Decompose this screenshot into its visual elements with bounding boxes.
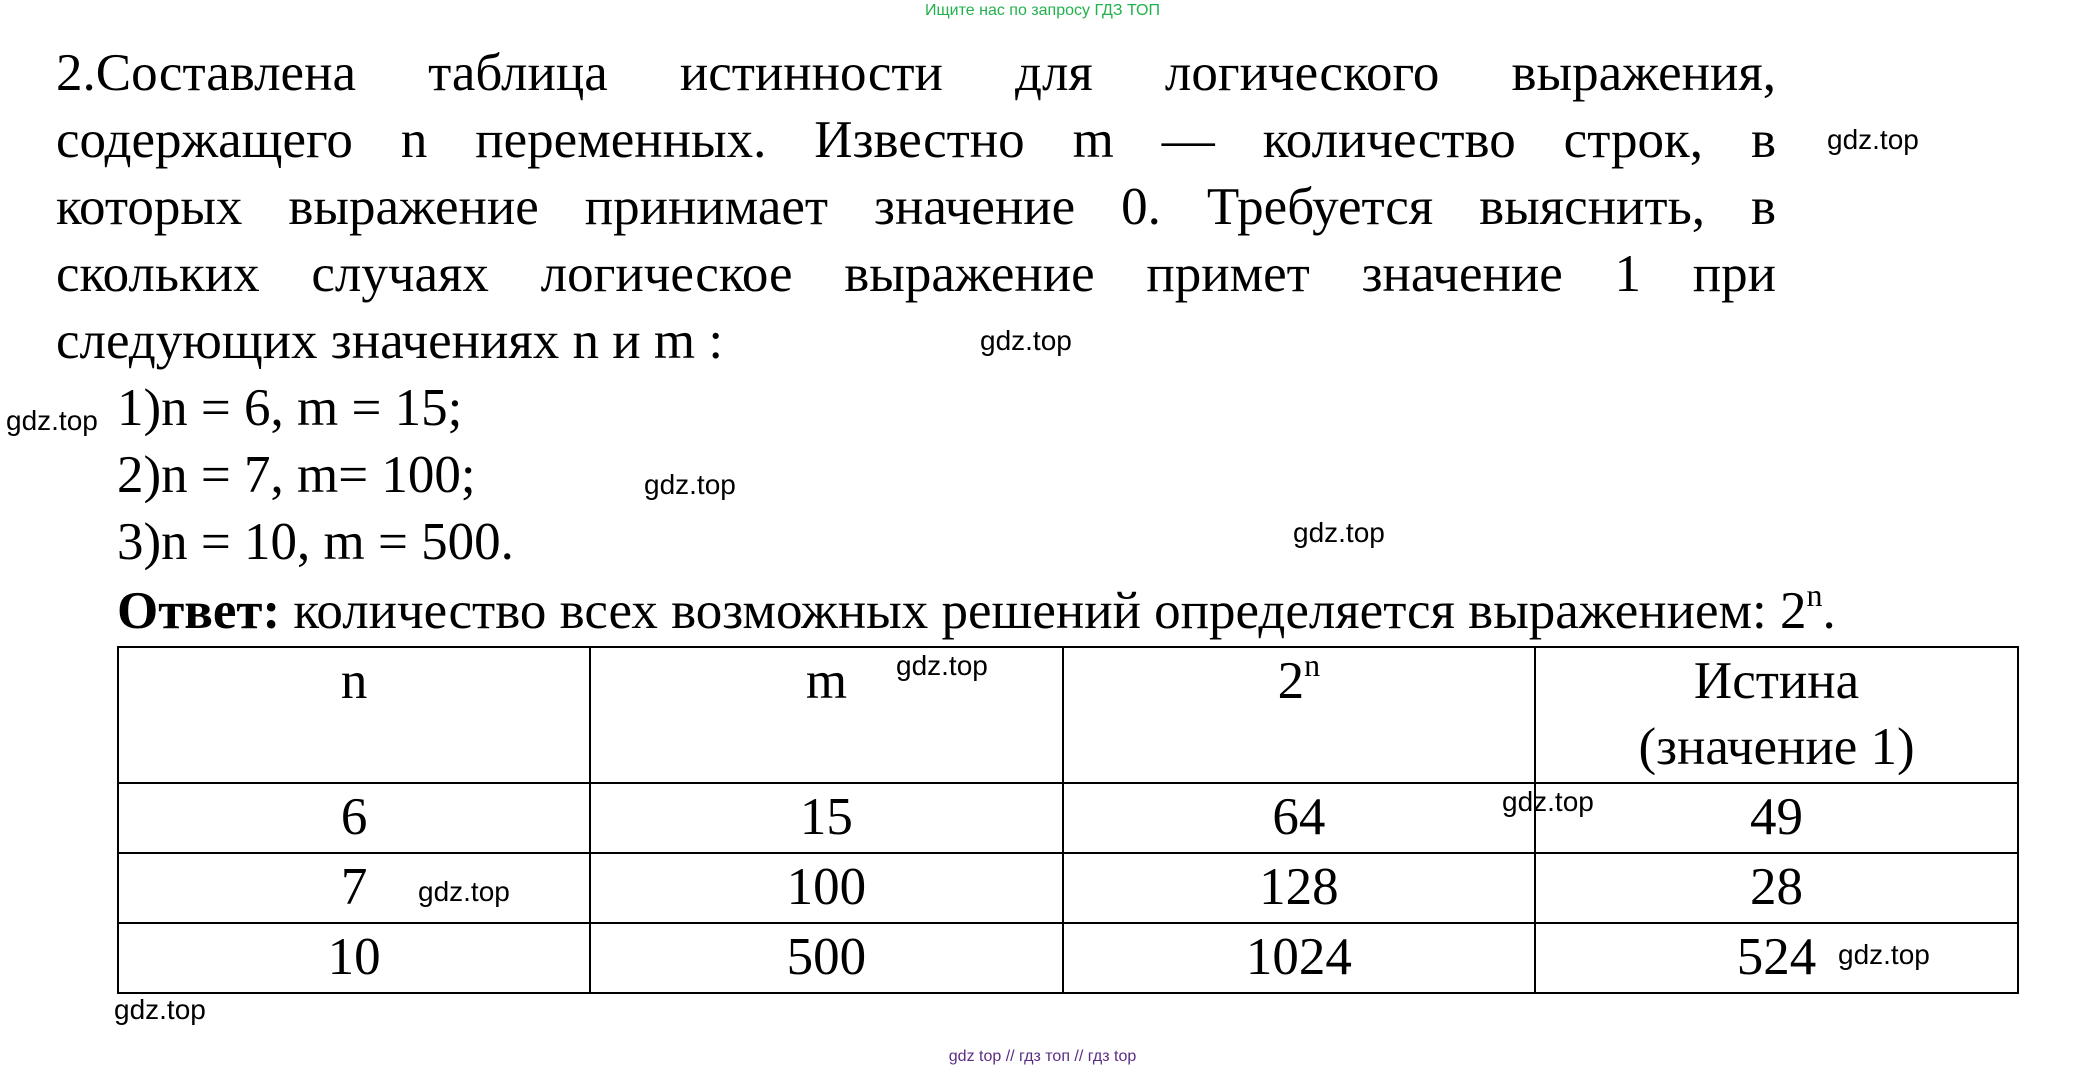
header-truth — [1535, 647, 2018, 783]
problem-item-3: 3)n = 10, m = 500. — [117, 513, 514, 571]
cell-m: 15 — [590, 783, 1062, 853]
cell-truth: 524 — [1535, 923, 2018, 993]
header-power — [1063, 647, 1535, 783]
table-header-row — [118, 647, 2018, 783]
watermark: gdz.top — [6, 405, 98, 436]
problem-item-1: 1)n = 6, m = 15; — [117, 379, 463, 437]
answer-exponent: n — [1806, 577, 1823, 613]
watermark: gdz.top — [1827, 124, 1919, 155]
table-row — [118, 783, 2018, 853]
answer-label: Ответ: — [117, 582, 281, 640]
answer-line — [117, 578, 1836, 645]
problem-item-2: 2)n = 7, m= 100; — [117, 446, 476, 504]
problem-line: следующих значениях n и m : — [56, 312, 724, 370]
power-base: 2 — [1277, 652, 1305, 710]
watermark: gdz.top — [1293, 517, 1385, 548]
cell-power: 64 — [1063, 783, 1535, 853]
watermark: gdz.top — [896, 650, 988, 681]
watermark: gdz.top — [114, 994, 206, 1025]
cell-truth: 49 — [1535, 783, 2018, 853]
watermark: gdz.top — [644, 469, 736, 500]
cell-n: 6 — [118, 783, 590, 853]
header-m: m — [590, 647, 1062, 783]
header-truth-line2: (значение 1) — [1638, 718, 1915, 776]
problem-line: скольких случаях логическое выражение примет значение 1 при — [56, 245, 1776, 303]
cell-m: 500 — [590, 923, 1062, 993]
footer-links[interactable]: gdz top // гдз топ // гдз top — [948, 1048, 1137, 1065]
cell-power: 1024 — [1063, 923, 1535, 993]
header-n: n — [118, 647, 590, 783]
cell-m: 100 — [590, 853, 1062, 923]
watermark: gdz.top — [1838, 939, 1930, 970]
header-truth-line1: Истина — [1693, 652, 1860, 710]
watermark: gdz.top — [418, 876, 510, 907]
problem-line: содержащего n переменных. Известно m — количество строк, в — [56, 111, 1776, 169]
cell-power: 128 — [1063, 853, 1535, 923]
cell-n: 7 — [118, 853, 590, 923]
cell-truth: 28 — [1535, 853, 2018, 923]
header-search-hint[interactable]: Ищите нас по запросу ГДЗ ТОП — [925, 2, 1160, 19]
answer-text: количество всех возможных решений определяется выражением: 2 — [280, 582, 1807, 640]
problem-statement — [56, 40, 1776, 375]
table-row — [118, 853, 2018, 923]
power-exponent: n — [1304, 647, 1321, 683]
answer-end: . — [1822, 582, 1836, 640]
truth-table — [117, 646, 2019, 994]
watermark: gdz.top — [1502, 786, 1594, 817]
table-row — [118, 923, 2018, 993]
problem-line: 2.Составлена таблица истинности для логического выражения, — [56, 44, 1776, 102]
watermark: gdz.top — [980, 325, 1072, 356]
cell-n: 10 — [118, 923, 590, 993]
problem-line: которых выражение принимает значение 0. Требуется выяснить, в — [56, 178, 1776, 236]
